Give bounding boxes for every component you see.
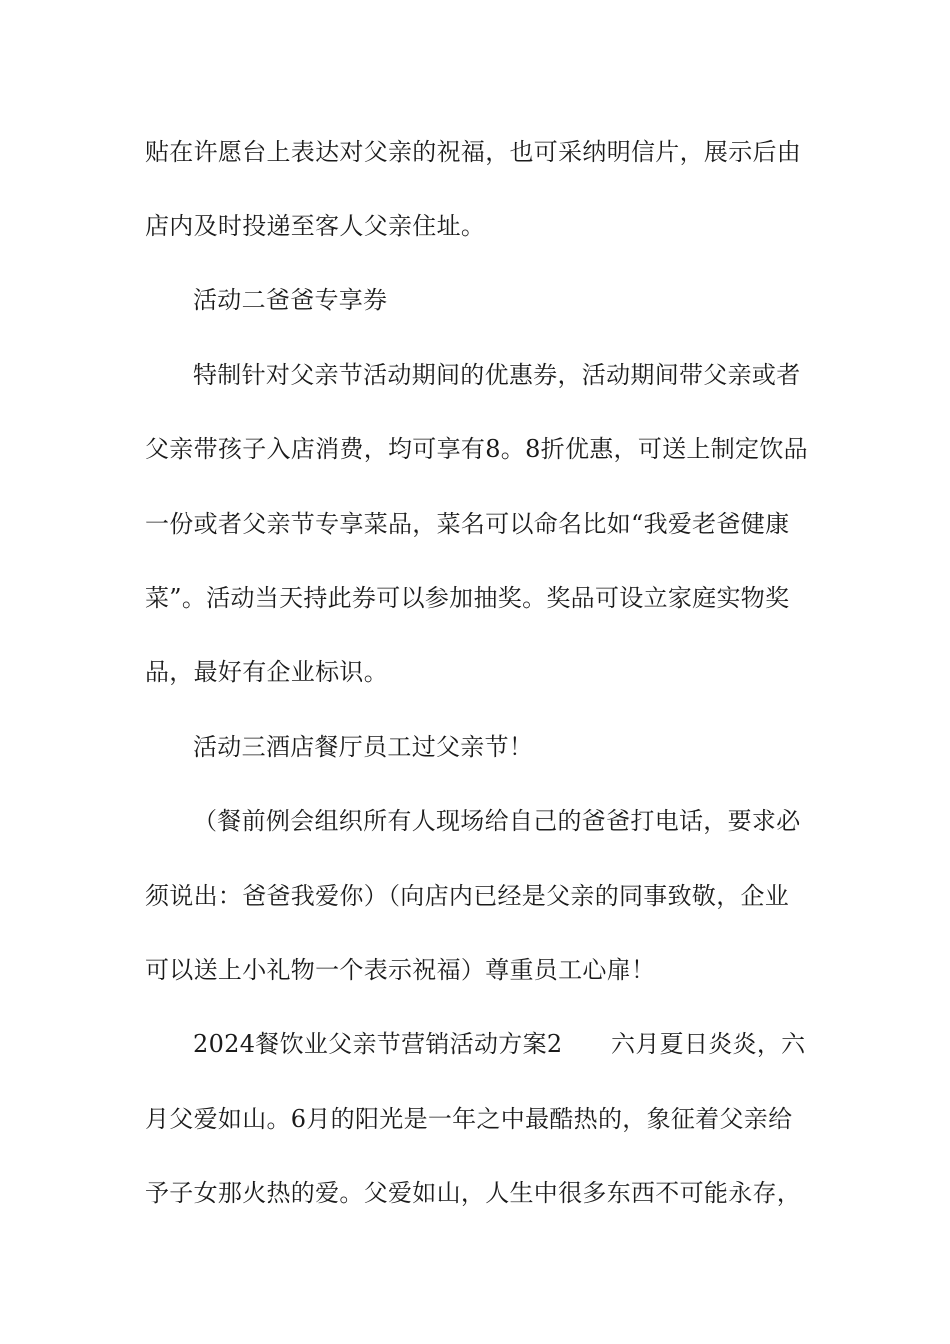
paragraph-line: 贴在许愿台上表达对父亲的祝福，也可采纳明信片，展示后由 bbox=[145, 138, 802, 166]
section-heading: 活动二爸爸专享券 bbox=[193, 286, 388, 314]
paragraph-line: 2024餐饮业父亲节营销活动方案2 六月夏日炎炎，六 bbox=[193, 1030, 806, 1058]
paragraph-line: 店内及时投递至客人父亲住址。 bbox=[145, 212, 486, 240]
paragraph-line: 父亲带孩子入店消费，均可享有8。8折优惠，可送上制定饮品 bbox=[145, 435, 808, 463]
paragraph-line: 菜”。活动当天持此券可以参加抽奖。奖品可设立家庭实物奖 bbox=[145, 584, 790, 612]
paragraph-line: 一份或者父亲节专享菜品，菜名可以命名比如“我爱老爸健康 bbox=[145, 510, 790, 538]
paragraph-line: 月父爱如山。6月的阳光是一年之中最酷热的，象征着父亲给 bbox=[145, 1105, 793, 1133]
paragraph-line: 特制针对父亲节活动期间的优惠券，活动期间带父亲或者 bbox=[193, 361, 801, 389]
paragraph-line: （餐前例会组织所有人现场给自己的爸爸打电话，要求必 bbox=[193, 807, 801, 835]
section-heading: 活动三酒店餐厅员工过父亲节！ bbox=[193, 733, 534, 761]
paragraph-line: 品，最好有企业标识。 bbox=[145, 658, 388, 686]
paragraph-line: 可以送上小礼物一个表示祝福）尊重员工心扉！ bbox=[145, 956, 656, 984]
paragraph-line: 须说出：爸爸我爱你）（向店内已经是父亲的同事致敬，企业 bbox=[145, 882, 790, 910]
paragraph-line: 予子女那火热的爱。父爱如山，人生中很多东西不可能永存， bbox=[145, 1179, 802, 1207]
